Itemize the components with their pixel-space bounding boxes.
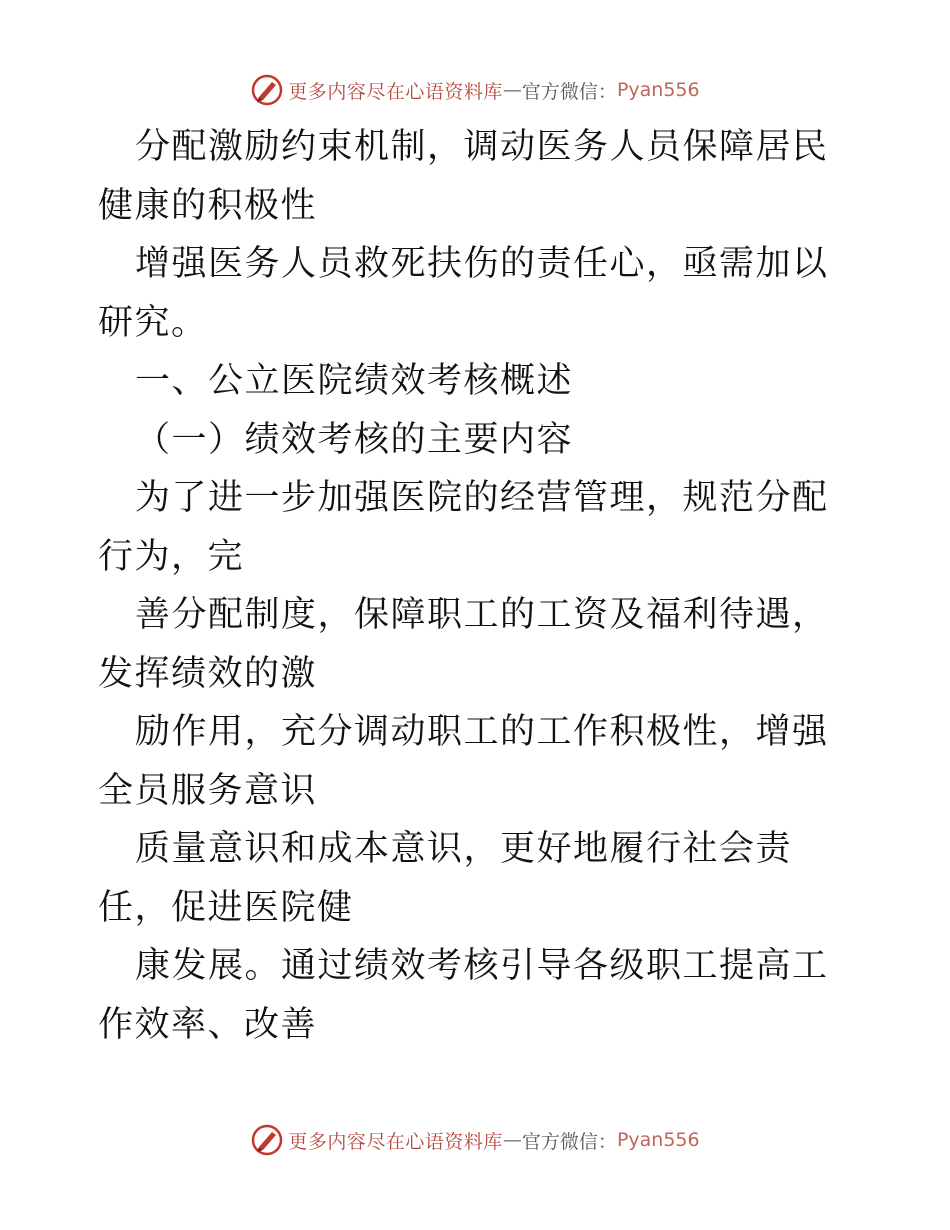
footer-watermark bbox=[0, 1120, 950, 1160]
paragraph: 质量意识和成本意识，更好地履行社会责任，促进医院健 bbox=[98, 829, 793, 928]
watermark-label: 官方微信： bbox=[521, 1130, 617, 1153]
watermark-wechat-id: Pyan556 bbox=[616, 1129, 700, 1151]
document-body bbox=[98, 118, 858, 1054]
subsection-heading: （一）绩效考核的主要内容 bbox=[135, 419, 574, 460]
watermark-brand-text: 更多内容尽在心语资料库 bbox=[288, 1130, 503, 1153]
paragraph: 善分配制度，保障职工的工资及福利待遇，发挥绩效的激 bbox=[98, 595, 829, 694]
header-watermark bbox=[0, 70, 950, 110]
paragraph: 康发展。通过绩效考核引导各级职工提高工作效率、改善 bbox=[98, 946, 829, 1045]
paragraph: 为了进一步加强医院的经营管理，规范分配行为，完 bbox=[98, 478, 829, 577]
watermark-separator: — bbox=[502, 1129, 522, 1151]
section-heading: 一、公立医院绩效考核概述 bbox=[135, 361, 574, 401]
paragraph: 分配激励约束机制，调动医务人员保障居民健康的积极性 bbox=[98, 127, 829, 226]
pen-logo-icon bbox=[250, 73, 284, 107]
watermark-brand-text: 更多内容尽在心语资料库 bbox=[288, 80, 503, 103]
paragraph: 增强医务人员救死扶伤的责任心，亟需加以研究。 bbox=[98, 244, 829, 343]
watermark-label: 官方微信： bbox=[521, 80, 617, 103]
paragraph: 励作用，充分调动职工的工作积极性，增强全员服务意识 bbox=[98, 712, 829, 811]
watermark-wechat-id: Pyan556 bbox=[616, 79, 700, 101]
pen-logo-icon bbox=[250, 1123, 284, 1157]
watermark-separator: — bbox=[502, 79, 522, 101]
